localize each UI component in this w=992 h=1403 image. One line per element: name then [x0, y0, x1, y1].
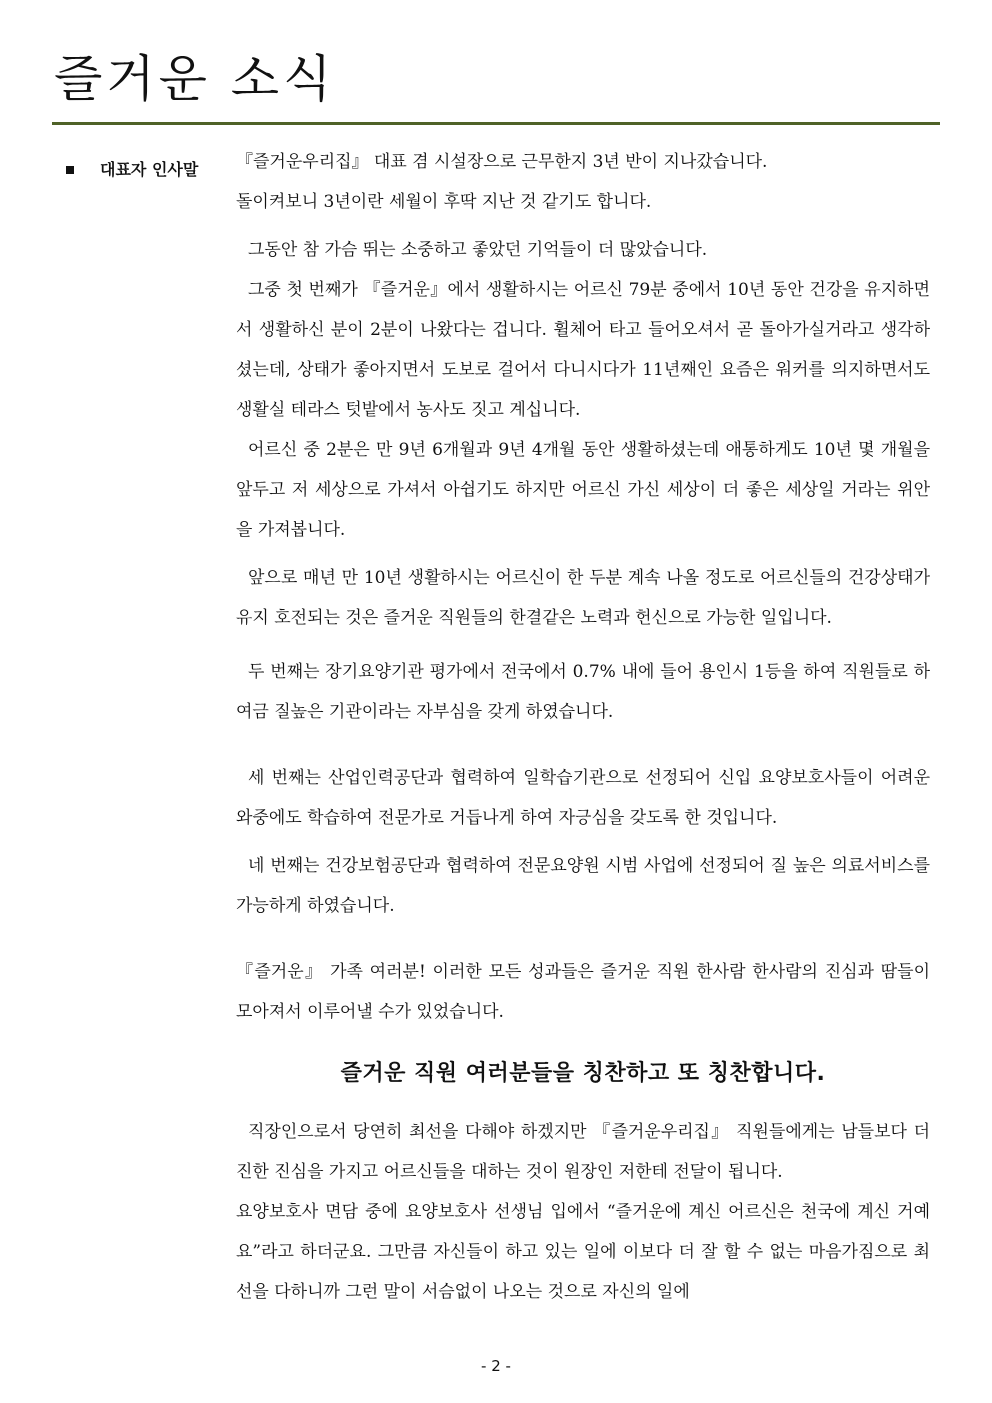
paragraph: 네 번째는 건강보험공단과 협력하여 전문요양원 시범 사업에 선정되어 질 높은 의료서비스를 가능하게 하였습니다.	[236, 856, 930, 916]
page-number: - 2 -	[481, 1357, 511, 1375]
paragraph: 세 번째는 산업인력공단과 협력하여 일학습기관으로 선정되어 신입 요양보호사들이 어려운 와중에도 학습하여 전문가로 거듭나게 하여 자긍심을 갖도록 한 것입니다.	[236, 768, 930, 828]
letter-body	[236, 142, 930, 1312]
paragraph: 앞으로 매년 만 10년 생활하시는 어르신이 한 두분 계속 나올 정도로 어르신들의 건강상태가 유지 호전되는 것은 즐거운 직원들의 한결같은 노력과 헌신으로 가능한 일입니다.	[236, 568, 930, 628]
paragraph: 돌이켜보니 3년이란 세월이 후딱 지난 것 같기도 합니다.	[236, 192, 652, 212]
section-heading	[66, 157, 198, 180]
page-title: 즐거운 소식	[54, 50, 336, 108]
paragraph: 『즐거운우리집』 대표 겸 시설장으로 근무한지 3년 반이 지나갔습니다.	[236, 152, 768, 172]
paragraph: 『즐거운』 가족 여러분! 이러한 모든 성과들은 즐거운 직원 한사람 한사람의 진심과 땀들이 모아져서 이루어낼 수가 있었습니다.	[236, 962, 930, 1022]
paragraph: 어르신 중 2분은 만 9년 6개월과 9년 4개월 동안 생활하셨는데 애통하게도 10년 몇 개월을 앞두고 저 세상으로 가셔서 아쉽기도 하지만 어르신 가신 세상이 더 좋은 세상일 거라는 위안을 가져봅니다.	[236, 440, 930, 540]
section-label: 대표자 인사말	[100, 160, 199, 179]
paragraph: 그동안 참 가슴 뛰는 소중하고 좋았던 기억들이 더 많았습니다.	[248, 240, 708, 260]
square-bullet-icon	[66, 166, 74, 174]
headline: 즐거운 직원 여러분들을 칭찬하고 또 칭찬합니다.	[340, 1061, 826, 1086]
paragraph: 두 번째는 장기요양기관 평가에서 전국에서 0.7% 내에 들어 용인시 1등을 하여 직원들로 하여금 질높은 기관이라는 자부심을 갖게 하였습니다.	[236, 662, 930, 722]
paragraph: 그중 첫 번째가 『즐거운』에서 생활하시는 어르신 79분 중에서 10년 동안 건강을 유지하면서 생활하신 분이 2분이 나왔다는 겁니다. 휠체어 타고 들어오셔서 곧 돌아가실거라고 생각하셨는데, 상태가 좋아지면서 도보로 걸어서 다니시다가 11년째인 요즘은 워커를 의지하면서도 생활실 테라스 텃밭에서 농사도 짓고 계십니다.	[236, 280, 930, 420]
title-divider	[52, 122, 940, 125]
paragraph: 직장인으로서 당연히 최선을 다해야 하겠지만 『즐거운우리집』 직원들에게는 남들보다 더 진한 진심을 가지고 어르신들을 대하는 것이 원장인 저한테 전달이 됩니다.	[236, 1122, 930, 1182]
paragraph: 요양보호사 면담 중에 요양보호사 선생님 입에서 “즐거운에 계신 어르신은 천국에 계신 거예요”라고 하더군요. 그만큼 자신들이 하고 있는 일에 이보다 더 잘 할 수 없는 마음가짐으로 최선을 다하니까 그런 말이 서슴없이 나오는 것으로 자신의 일에	[236, 1202, 930, 1302]
